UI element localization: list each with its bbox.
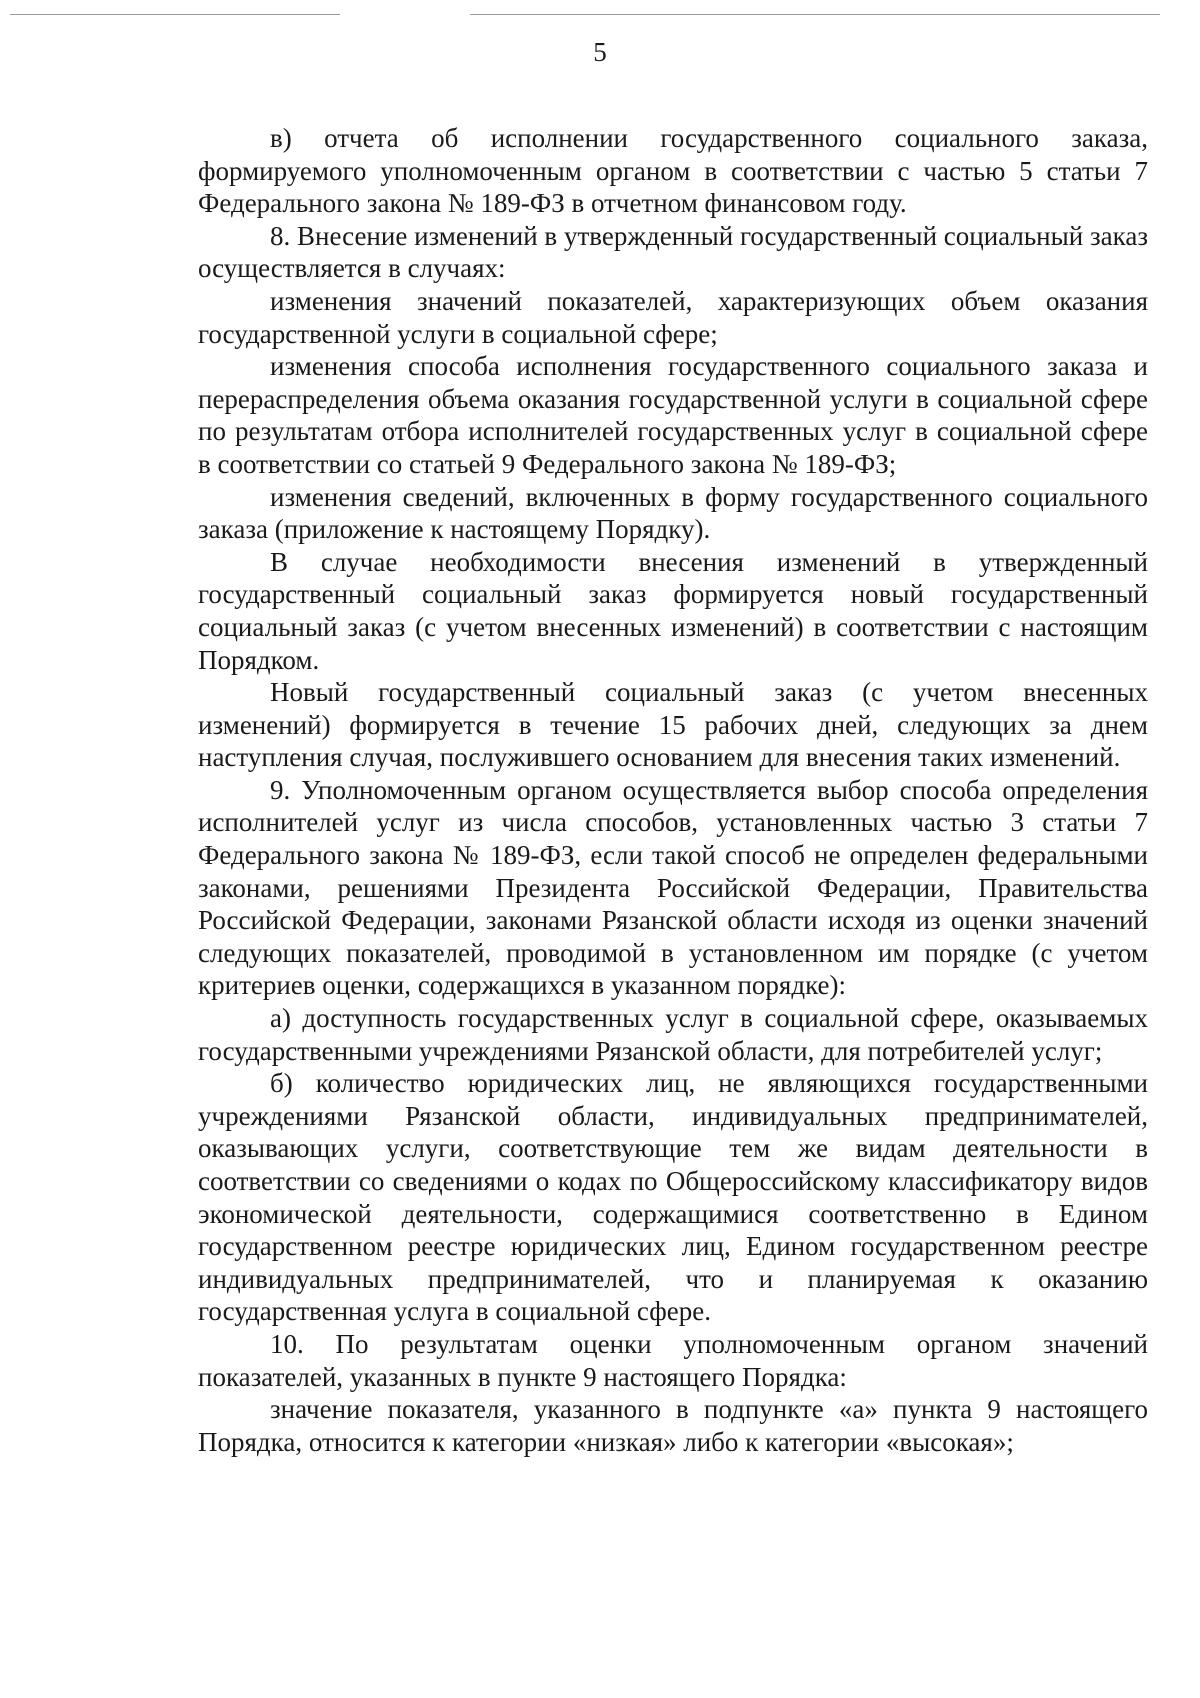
paragraph-indicator-a-category: значение показателя, указанного в подпункте «а» пункта 9 настоящего Порядка, относится к категории «низкая» либо к категории «высокая»; — [198, 1394, 1148, 1457]
paragraph-item-10: 10. По результатам оценки уполномоченным органом значений показателей, указанных в пункте 9 настоящего Порядка: — [198, 1328, 1148, 1392]
top-scan-rule-left — [10, 14, 340, 15]
paragraph-new-order-formed: В случае необходимости внесения изменений в утвержденный государственный социальный заказ формируется новый государственный социальный заказ (с учетом внесенных изменений) в соответствии с настоящим Порядком. — [198, 546, 1148, 675]
document-body — [198, 122, 1148, 1458]
paragraph-item-9: 9. Уполномоченным органом осуществляется выбор способа определения исполнителей услуг из числа способов, установленных частью 3 статьи 7 Федерального закона № 189-ФЗ, если такой способ не определен федеральными законами, решениями Президента Российской Федерации, Правительства Российской Федерации, законами Рязанской области исходя из оценки значений следующих показателей, проводимой в установленном им порядке (с учетом критериев оценки, содержащихся в указанном порядке): — [198, 774, 1148, 1001]
top-scan-rule-right — [470, 14, 1160, 15]
paragraph-item-8: 8. Внесение изменений в утвержденный государственный социальный заказ осуществляется в случаях: — [198, 220, 1148, 284]
paragraph-subitem-a: а) доступность государственных услуг в социальной сфере, оказываемых государственными учреждениями Рязанской области, для потребителей услуг; — [198, 1003, 1148, 1066]
paragraph-subitem-v: в) отчета об исполнении государственного социального заказа, формируемого уполномоченным органом в соответствии с частью 5 статьи 7 Федерального закона № 189-ФЗ в отчетном финансовом году. — [198, 123, 1148, 219]
paragraph-subitem-b: б) количество юридических лиц, не являющихся государственными учреждениями Рязанской области, индивидуальных предпринимателей, оказывающих услуги, соответствующие тем же видам деятельности в соответствии со сведениями о кодах по Общероссийскому классификатору видов экономической деятельности, содержащимися соответственно в Едином государственном реестре юридических лиц, Едином государственном реестре индивидуальных предпринимателей, что и планируемая к оказанию государственная услуга в социальной сфере. — [198, 1068, 1148, 1327]
paragraph-case-values-change: изменения значений показателей, характеризующих объем оказания государственной услуги в социальной сфере; — [198, 285, 1148, 349]
paragraph-case-info-change: изменения сведений, включенных в форму государственного социального заказа (приложение к настоящему Порядку). — [198, 481, 1148, 545]
paragraph-case-method-change: изменения способа исполнения государственного социального заказа и перераспределения объема оказания государственной услуги в социальной сфере по результатам отбора исполнителей государственных услуг в социальной сфере в соответствии со статьей 9 Федерального закона № 189-ФЗ; — [198, 351, 1148, 479]
page-number: 5 — [593, 37, 607, 67]
paragraph-new-order-deadline: Новый государственный социальный заказ (с учетом внесенных изменений) формируется в течение 15 рабочих дней, следующих за днем наступления случая, послужившего основанием для внесения таких изменений. — [198, 677, 1148, 773]
